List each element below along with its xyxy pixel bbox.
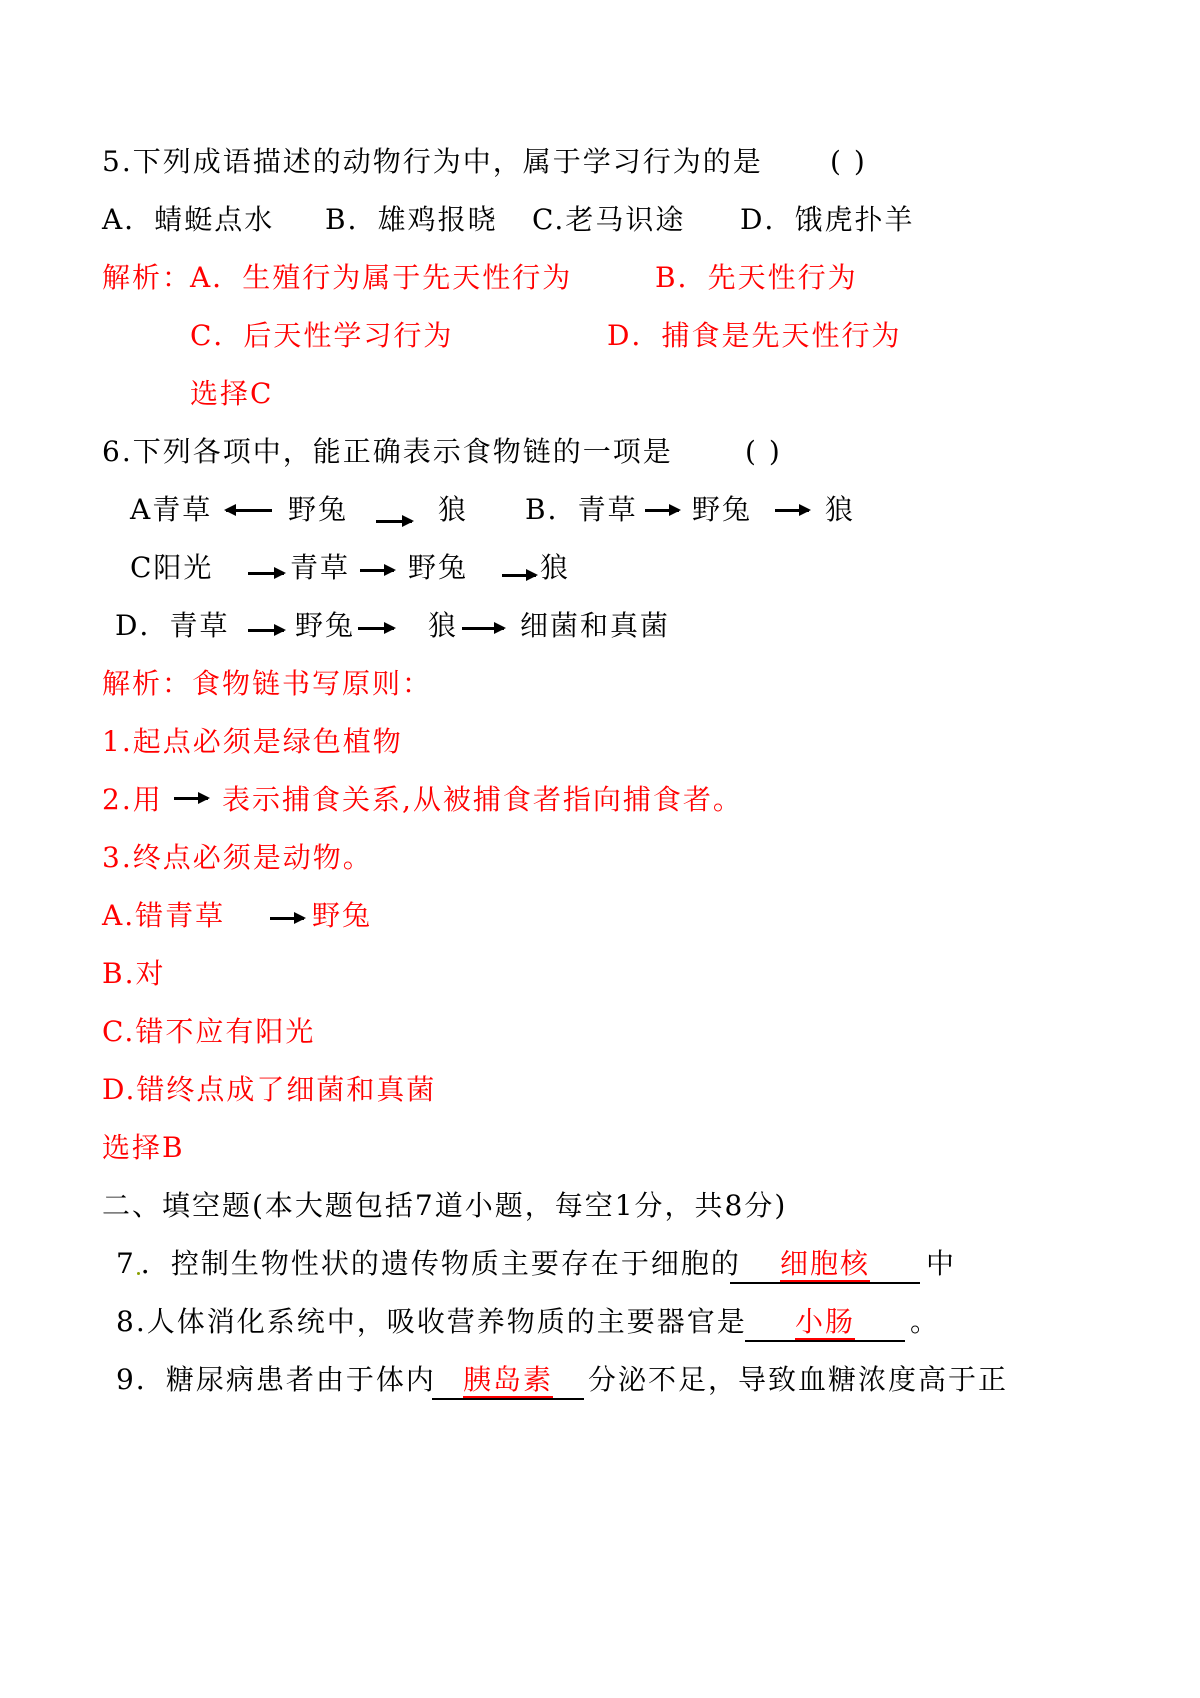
q7-answer: 细胞核: [779, 1247, 870, 1280]
q6-b-grass: B．青草: [525, 493, 638, 526]
q8-blank-wrap: [745, 1302, 905, 1342]
q9-suffix: 分泌不足，导致血糖浓度高于正: [588, 1363, 1009, 1396]
q6-a-wolf: 狼: [438, 493, 469, 526]
q6-analysis-title-text: 解析：食物链书写原则：: [102, 667, 433, 700]
q5-option-d: D．饿虎扑羊: [740, 203, 915, 236]
q7-text: ．控制生物性状的遗传物质主要存在于细胞的: [140, 1247, 741, 1280]
q8-text: 8.人体消化系统中，吸收营养物质的主要器官是: [116, 1305, 747, 1338]
right-arrow-icon: [502, 574, 536, 577]
right-arrow-icon: [248, 629, 284, 632]
q5-analysis-a: A．生殖行为属于先天性行为: [190, 261, 573, 294]
q5-option-b: B．雄鸡报晓: [325, 203, 498, 236]
q5-paren: ( ): [830, 145, 867, 178]
q7-number: 7: [116, 1247, 136, 1280]
section2-title-text: 二、填空题(本大题包括7道小题，每空1分，共8分): [102, 1189, 788, 1222]
q9-blank-wrap: [432, 1360, 584, 1400]
q6-judge-a-prefix: A.错青草: [102, 899, 226, 932]
q6-c-grass: 青草: [290, 551, 351, 584]
marker-dot-icon: [137, 1272, 140, 1275]
right-arrow-icon: [376, 520, 412, 523]
q5-analysis-label: 解析：: [102, 261, 193, 294]
right-arrow-icon: [358, 627, 394, 630]
right-arrow-icon: [360, 569, 394, 572]
q9-blank: [432, 1362, 584, 1400]
q6-judge-a-suffix: 野兔: [312, 899, 373, 932]
q6-d-wolf: 狼: [428, 609, 459, 642]
q6-d-decomposers: 细菌和真菌: [520, 609, 671, 642]
q6-d-rabbit: 野兔: [295, 609, 356, 642]
q5-option-a: A．蜻蜓点水: [102, 203, 275, 236]
q5-answer-text: 选择C: [190, 377, 274, 410]
q5-analysis-c: C．后天性学习行为: [190, 319, 454, 352]
q5-analysis-d: D．捕食是先天性行为: [607, 319, 902, 352]
q6-answer-text: 选择B: [102, 1131, 185, 1164]
q6-judge-c-text: C.错不应有阳光: [102, 1015, 316, 1048]
right-arrow-icon: [775, 509, 809, 512]
q6-paren: ( ): [745, 435, 782, 468]
q6-stem-text: 6.下列各项中，能正确表示食物链的一项是: [102, 435, 673, 468]
q6-d-grass: D．青草: [115, 609, 230, 642]
q6-c-sun: C阳光: [130, 551, 214, 584]
q5-stem-text: 5.下列成语描述的动物行为中，属于学习行为的是: [102, 145, 763, 178]
q9-answer: 胰岛素: [462, 1363, 553, 1396]
right-arrow-icon: [270, 917, 304, 920]
q6-c-wolf: 狼: [540, 551, 571, 584]
q6-b-wolf: 狼: [825, 493, 856, 526]
right-arrow-icon: [645, 509, 679, 512]
q8-suffix: 。: [910, 1305, 941, 1338]
q6-a-grass: A青草: [130, 493, 213, 526]
q7-suffix: 中: [926, 1247, 957, 1280]
right-arrow-icon: [174, 797, 208, 800]
q9-text: 9．糖尿病患者由于体内: [116, 1363, 436, 1396]
q7-blank-wrap: [730, 1244, 920, 1284]
q6-c-rabbit: 野兔: [408, 551, 469, 584]
q5-option-c: C.老马识途: [532, 203, 686, 236]
q8-answer: 小肠: [794, 1305, 855, 1338]
q7-number-wrap: [116, 1244, 741, 1284]
right-arrow-icon: [248, 572, 284, 575]
q8-blank: [745, 1304, 905, 1342]
q6-rule2-suffix: 表示捕食关系,从被捕食者指向捕食者。: [222, 783, 743, 816]
q6-b-rabbit: 野兔: [692, 493, 753, 526]
right-arrow-icon: [462, 627, 504, 630]
q6-judge-b-text: B.对: [102, 957, 166, 990]
q6-rule2-prefix: 2.用: [102, 783, 163, 816]
left-arrow-icon: [226, 509, 272, 512]
q6-rule1-text: 1.起点必须是绿色植物: [102, 725, 403, 758]
q5-analysis-b: B．先天性行为: [655, 261, 858, 294]
q7-blank: [730, 1246, 920, 1284]
q6-judge-d-text: D.错终点成了细菌和真菌: [102, 1073, 437, 1106]
q6-rule3-text: 3.终点必须是动物。: [102, 841, 373, 874]
q6-a-rabbit: 野兔: [288, 493, 349, 526]
